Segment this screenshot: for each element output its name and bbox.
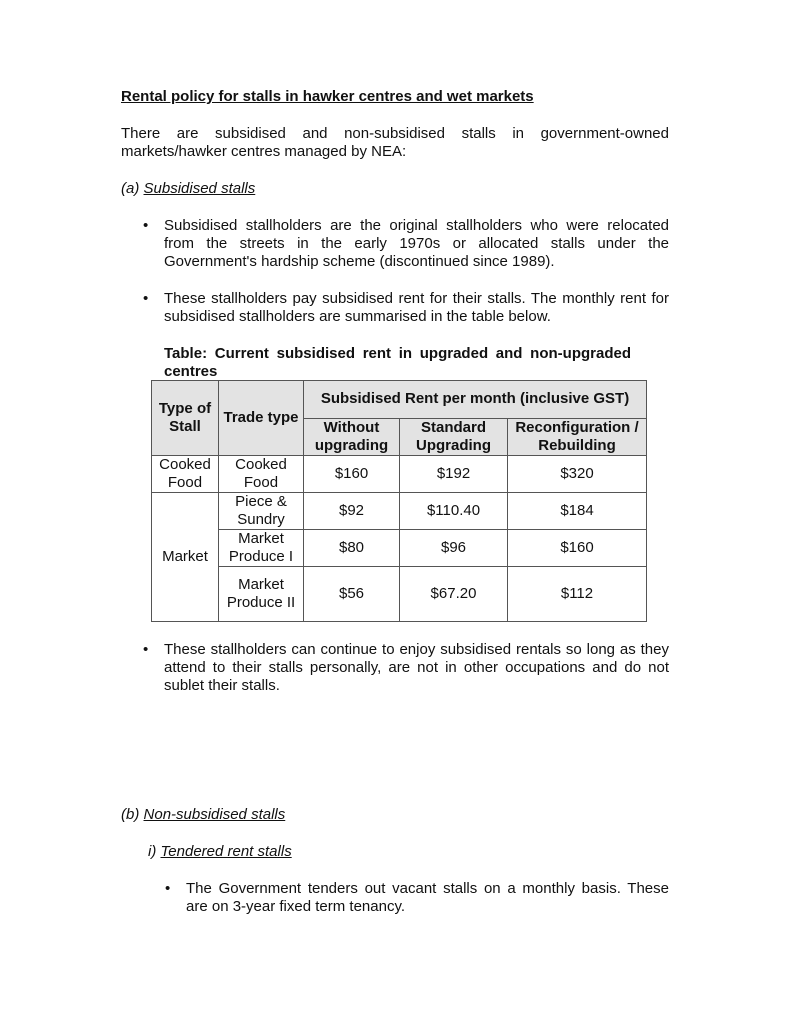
bullet-a2 bbox=[143, 290, 669, 326]
bullet-icon: • bbox=[143, 290, 149, 307]
page-heading: Rental policy for stalls in hawker centres and wet markets bbox=[121, 88, 534, 105]
bullet-b1-text: The Government tenders out vacant stalls on a monthly basis. These are on 3-year fixed term tenancy. bbox=[186, 880, 669, 915]
section-b1-title bbox=[148, 843, 292, 861]
bullet-a1 bbox=[143, 217, 669, 271]
cell-trade: Piece & Sundry bbox=[219, 493, 304, 530]
header-subsidised-rent: Subsidised Rent per month (inclusive GST) bbox=[304, 381, 647, 419]
subheader-without-upgrading: Without upgrading bbox=[304, 418, 400, 456]
cell-reconfiguration: $160 bbox=[508, 530, 647, 567]
cell-without-upgrading: $80 bbox=[304, 530, 400, 567]
header-type-of-stall: Type of Stall bbox=[152, 381, 219, 456]
section-b-prefix: (b) bbox=[121, 806, 140, 823]
header-trade-type: Trade type bbox=[219, 381, 304, 456]
subheader-reconfiguration: Reconfiguration / Rebuilding bbox=[508, 418, 647, 456]
bullet-b1 bbox=[165, 880, 669, 916]
cell-reconfiguration: $320 bbox=[508, 456, 647, 493]
section-b1-label: Tendered rent stalls bbox=[160, 843, 292, 860]
cell-standard-upgrading: $110.40 bbox=[400, 493, 508, 530]
section-a-prefix: (a) bbox=[121, 180, 140, 197]
cell-without-upgrading: $56 bbox=[304, 567, 400, 622]
subsidised-rent-table bbox=[151, 380, 647, 622]
table-row bbox=[152, 530, 647, 567]
cell-standard-upgrading: $67.20 bbox=[400, 567, 508, 622]
section-b-label: Non-subsidised stalls bbox=[143, 806, 286, 823]
section-a-title bbox=[121, 180, 255, 198]
bullet-icon: • bbox=[143, 641, 149, 658]
bullet-icon: • bbox=[143, 217, 149, 234]
cell-type: Cooked Food bbox=[152, 456, 219, 493]
intro-paragraph: There are subsidised and non-subsidised stalls in government-owned markets/hawker centres managed by NEA: bbox=[121, 125, 669, 160]
subheader-standard-upgrading: Standard Upgrading bbox=[400, 418, 508, 456]
cell-trade: Market Produce II bbox=[219, 567, 304, 622]
table-row bbox=[152, 456, 647, 493]
section-b-title bbox=[121, 806, 285, 824]
cell-type: Market bbox=[152, 493, 219, 622]
table-caption: Table: Current subsidised rent in upgraded and non-upgraded centres bbox=[164, 345, 631, 380]
bullet-a1-text: Subsidised stallholders are the original stallholders who were relocated from the streets in the early 1970s or allocated stalls under the Government's hardship scheme (discontinued since 1989). bbox=[164, 217, 669, 270]
table-row bbox=[152, 493, 647, 530]
section-a-label: Subsidised stalls bbox=[143, 180, 256, 197]
cell-trade: Cooked Food bbox=[219, 456, 304, 493]
bullet-a3-text: These stallholders can continue to enjoy subsidised rentals so long as they attend to their stalls personally, are not in other occupations and do not sublet their stalls. bbox=[164, 641, 669, 694]
cell-without-upgrading: $92 bbox=[304, 493, 400, 530]
cell-reconfiguration: $112 bbox=[508, 567, 647, 622]
cell-reconfiguration: $184 bbox=[508, 493, 647, 530]
table-row bbox=[152, 567, 647, 622]
bullet-a2-text: These stallholders pay subsidised rent for their stalls. The monthly rent for subsidised stallholders are summarised in the table below. bbox=[164, 290, 669, 325]
cell-trade: Market Produce I bbox=[219, 530, 304, 567]
cell-without-upgrading: $160 bbox=[304, 456, 400, 493]
bullet-a3 bbox=[143, 641, 669, 695]
bullet-icon: • bbox=[165, 880, 171, 897]
cell-standard-upgrading: $96 bbox=[400, 530, 508, 567]
section-b1-prefix: i) bbox=[148, 843, 157, 860]
cell-standard-upgrading: $192 bbox=[400, 456, 508, 493]
